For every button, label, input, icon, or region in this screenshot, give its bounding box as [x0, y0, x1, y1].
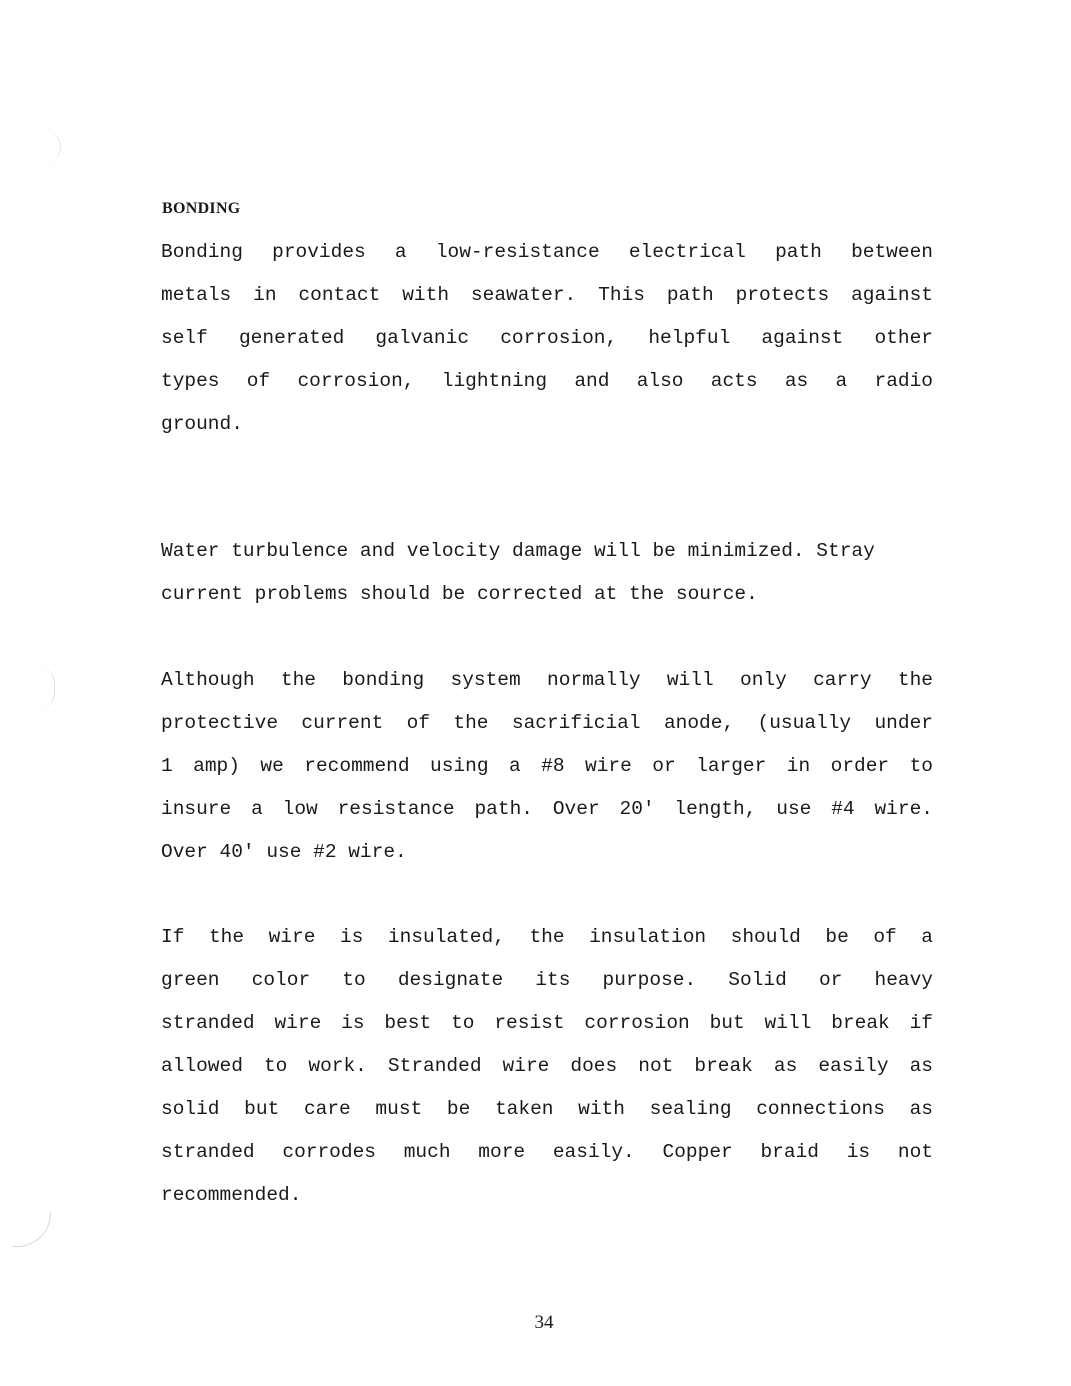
scan-artifact — [12, 1212, 51, 1247]
paragraph-bonding-intro — [161, 231, 933, 446]
text-line: stranded corrodes much more easily. Copper braid is not — [161, 1141, 933, 1163]
text-line: If the wire is insulated, the insulation should be of a — [161, 926, 933, 948]
text-line: recommended. — [161, 1184, 302, 1206]
text-line: Water turbulence and velocity damage will be minimized. Stray — [161, 540, 875, 562]
text-line: types of corrosion, lightning and also acts as a radio — [161, 370, 933, 392]
text-line: solid but care must be taken with sealing connections as — [161, 1098, 933, 1120]
text-line: self generated galvanic corrosion, helpful against other — [161, 327, 933, 349]
scan-artifact — [40, 668, 55, 708]
text-line: 1 amp) we recommend using a #8 wire or larger in order to — [161, 755, 933, 777]
scan-artifact — [30, 130, 61, 164]
paragraph-wire-size — [161, 659, 933, 874]
text-line: green color to designate its purpose. Solid or heavy — [161, 969, 933, 991]
paragraph-turbulence — [161, 530, 933, 616]
text-line: ground. — [161, 413, 243, 435]
section-heading: BONDING — [162, 200, 241, 217]
text-line: protective current of the sacrificial anode, (usually under — [161, 712, 933, 734]
page-number: 34 — [534, 1312, 554, 1333]
text-line: Over 40' use #2 wire. — [161, 841, 407, 863]
text-line: Although the bonding system normally will only carry the — [161, 669, 933, 691]
text-line: Bonding provides a low-resistance electrical path between — [161, 241, 933, 263]
text-line: allowed to work. Stranded wire does not break as easily as — [161, 1055, 933, 1077]
text-line: current problems should be corrected at the source. — [161, 583, 758, 605]
text-line: metals in contact with seawater. This path protects against — [161, 284, 933, 306]
text-line: insure a low resistance path. Over 20' length, use #4 wire. — [161, 798, 933, 820]
paragraph-insulation — [161, 916, 933, 1217]
text-line: stranded wire is best to resist corrosion but will break if — [161, 1012, 933, 1034]
